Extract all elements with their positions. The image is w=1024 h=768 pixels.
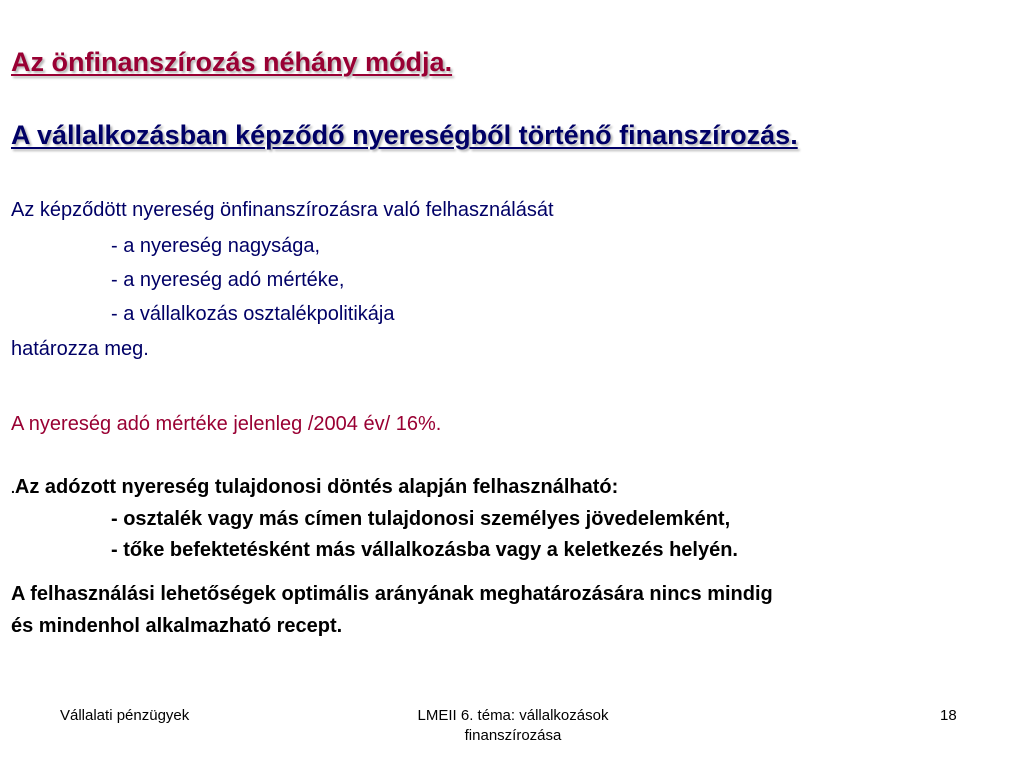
conclusion-line: A felhasználási lehetőségek optimális arányának meghatározására nincs mindig (11, 583, 773, 605)
footer-course-name: Vállalati pénzügyek (60, 707, 190, 724)
after-tax-use-item: - tőke befektetésként más vállalkozásba vagy a keletkezés helyén. (111, 539, 738, 561)
determinant-item: - a nyereség adó mértéke, (111, 269, 345, 291)
slide-subtitle: A vállalkozásban képződő nyereségből történő finanszírozás. (11, 120, 798, 150)
intro-end-text: határozza meg. (11, 338, 149, 360)
after-tax-heading: Az adózott nyereség tulajdonosi döntés alapján felhasználható: (14, 476, 619, 498)
determinant-item: - a nyereség nagysága, (111, 235, 321, 257)
after-tax-heading-line (11, 475, 618, 500)
conclusion-line: és mindenhol alkalmazható recept. (11, 615, 343, 637)
tax-rate-note: A nyereség adó mértéke jelenleg /2004 év/ 16%. (11, 413, 442, 435)
page-number: 18 (940, 707, 957, 724)
bullet-dot: . (11, 480, 15, 496)
footer-topic: LMEII 6. téma: vállalkozások finanszírozása (417, 707, 609, 744)
determinant-item: - a vállalkozás osztalékpolitikája (111, 303, 395, 325)
slide-title: Az önfinanszírozás néhány módja. (11, 47, 453, 77)
intro-text: Az képződött nyereség önfinanszírozásra való felhasználását (11, 199, 554, 221)
after-tax-use-item: - osztalék vagy más címen tulajdonosi személyes jövedelemként, (111, 508, 731, 530)
